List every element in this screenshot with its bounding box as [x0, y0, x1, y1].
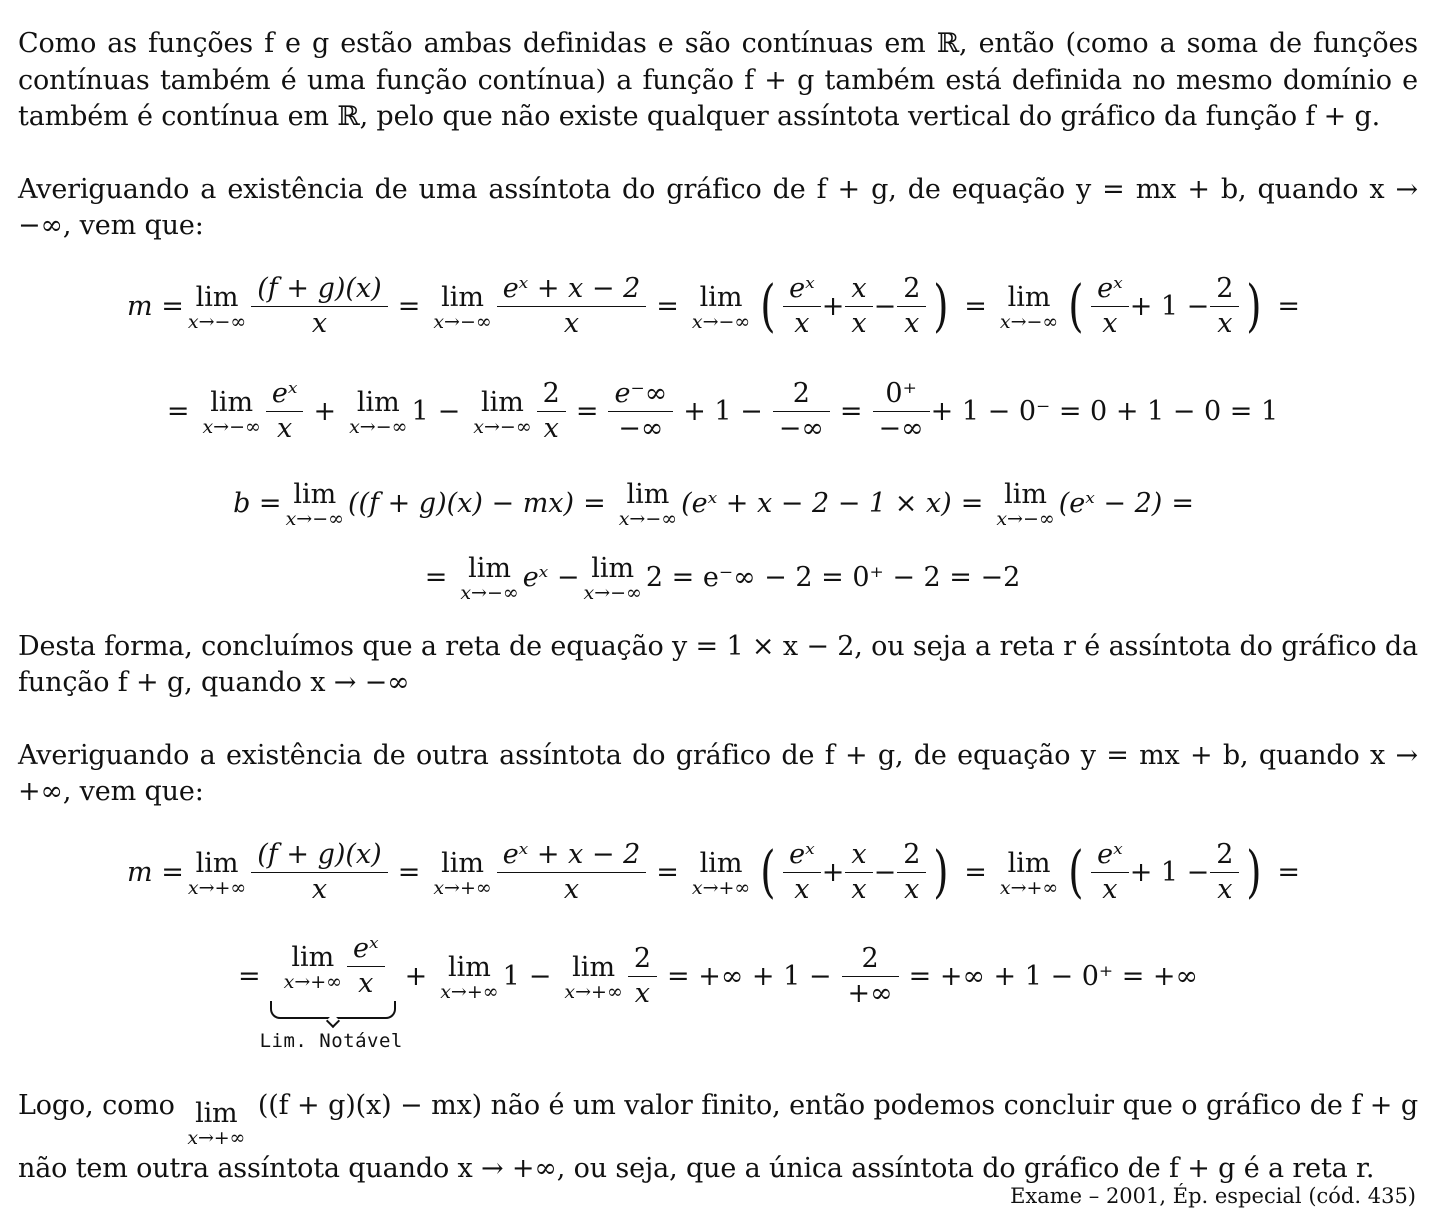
paragraph-conclusion-neg-inf: Desta forma, concluímos que a reta de equação y = 1 × x − 2, ou seja a reta r é assíntota do gráfico da função f + g, quando x → −∞ — [18, 630, 1418, 698]
equation-m-neg-line1: m = lim x→−∞ $\frac{(f + g)(x)}{x}$ = lim x→−∞ $\frac{\text{eˣ + x − 2}}{x}$ = lim x→−∞ ( $\frac{\text{eˣ}}{x}$ + $\frac{x}{x}$ − $\frac{2}{x}$ ) = lim x→−∞ ( $\frac{\text{eˣ}}{x}$ + 1 − $\frac{2}{x}$ ) = — [127, 273, 1300, 339]
equation-block-pos-inf — [18, 811, 1418, 1083]
fraction: $\frac{\text{eˣ + x − 2}}{x}$ — [500, 274, 644, 339]
underbrace — [270, 1001, 396, 1019]
paragraph-asymptote-neg-inf-intro: Averiguando a existência de uma assíntota do gráfico de f + g, de equação y = mx + b, quando x → −∞, vem que: — [18, 173, 1418, 241]
notable-limit-brace: lim x→+∞ $\frac{\text{eˣ}}{x}$ Lim. Notável — [259, 933, 403, 1052]
limit-operator: lim x→−∞ — [691, 281, 751, 333]
paragraph-asymptote-pos-inf-intro: Averiguando a existência de outra assíntota do gráfico de f + g, de equação y = mx + b, quando x → +∞, vem que: — [18, 739, 1418, 807]
equation-m-neg-line2: = lim x→−∞ $\frac{\text{eˣ}}{x}$ + lim x→−∞ 1 − lim x→−∞ $\frac{2}{x}$ = $\frac{e^-\infty}{-\infty}$ + 1 − $\frac{2}{-\infty}$ = $\frac{0^+}{-\infty}$ + 1 − 0⁻ = 0 + 1 − 0 = 1 — [166, 378, 1279, 444]
brace-label: Lim. Notável — [259, 1030, 403, 1052]
equation-b-neg-line1: b = lim x→−∞ ((f + g)(x) − mx) = lim x→−∞ (eˣ + x − 2 − 1 × x) = lim x→−∞ (eˣ − 2) = — [233, 478, 1194, 530]
limit-operator: lim x→−∞ — [999, 281, 1059, 333]
source-reference: Exame – 2001, Ép. especial (cód. 435) — [1010, 1184, 1416, 1208]
limit-operator: lim x→−∞ — [433, 281, 492, 333]
paragraph-final-conclusion: Logo, como lim x→+∞ ((f + g)(x) − mx) não é um valor finito, então podemos concluir que o gráfico de f + g não tem outra assíntota quando x → +∞, ou seja, que a única assíntota do gráfico de f + g é a reta r. — [18, 1089, 1419, 1184]
equation-m-pos-line2: = lim x→+∞ $\frac{\text{eˣ}}{x}$ Lim. Notável + lim x→+∞ 1 − lim x→+∞ $\frac{2}{x}$ = +∞ + 1 − $\frac{2}{+\infty}$ = +∞ + 1 − 0⁺ = +∞ — [237, 933, 1199, 1052]
equation-b-neg-line2: = lim x→−∞ eˣ − lim x→−∞ 2 = e⁻∞ − 2 = 0⁺ − 2 = −2 — [424, 552, 1021, 604]
fraction: $\frac{(f + g)(x)}{x}$ — [254, 274, 384, 339]
limit-operator: lim x→−∞ — [187, 281, 247, 333]
document-body — [18, 26, 1418, 1191]
equation-block-neg-inf — [18, 245, 1418, 637]
m-label: m = — [127, 291, 184, 322]
equation-m-pos-line1: m = lim x→+∞ $\frac{(f + g)(x)}{x}$ = lim x→+∞ $\frac{\text{eˣ + x − 2}}{x}$ = lim x→+∞ ( $\frac{\text{eˣ}}{x}$ + $\frac{x}{x}$ − $\frac{2}{x}$ ) = lim x→+∞ ( $\frac{\text{eˣ}}{x}$ + 1 − $\frac{2}{x}$ ) = — [127, 839, 1300, 905]
paragraph-continuity: Como as funções f e g estão ambas definidas e são contínuas em ℝ, então (como a soma de funções contínuas também é uma função contínua) a função f + g também está definida no mesmo domínio e também é contínua em ℝ, pelo que não existe qualquer assíntota vertical do gráfico da função f + g. — [18, 28, 1418, 132]
